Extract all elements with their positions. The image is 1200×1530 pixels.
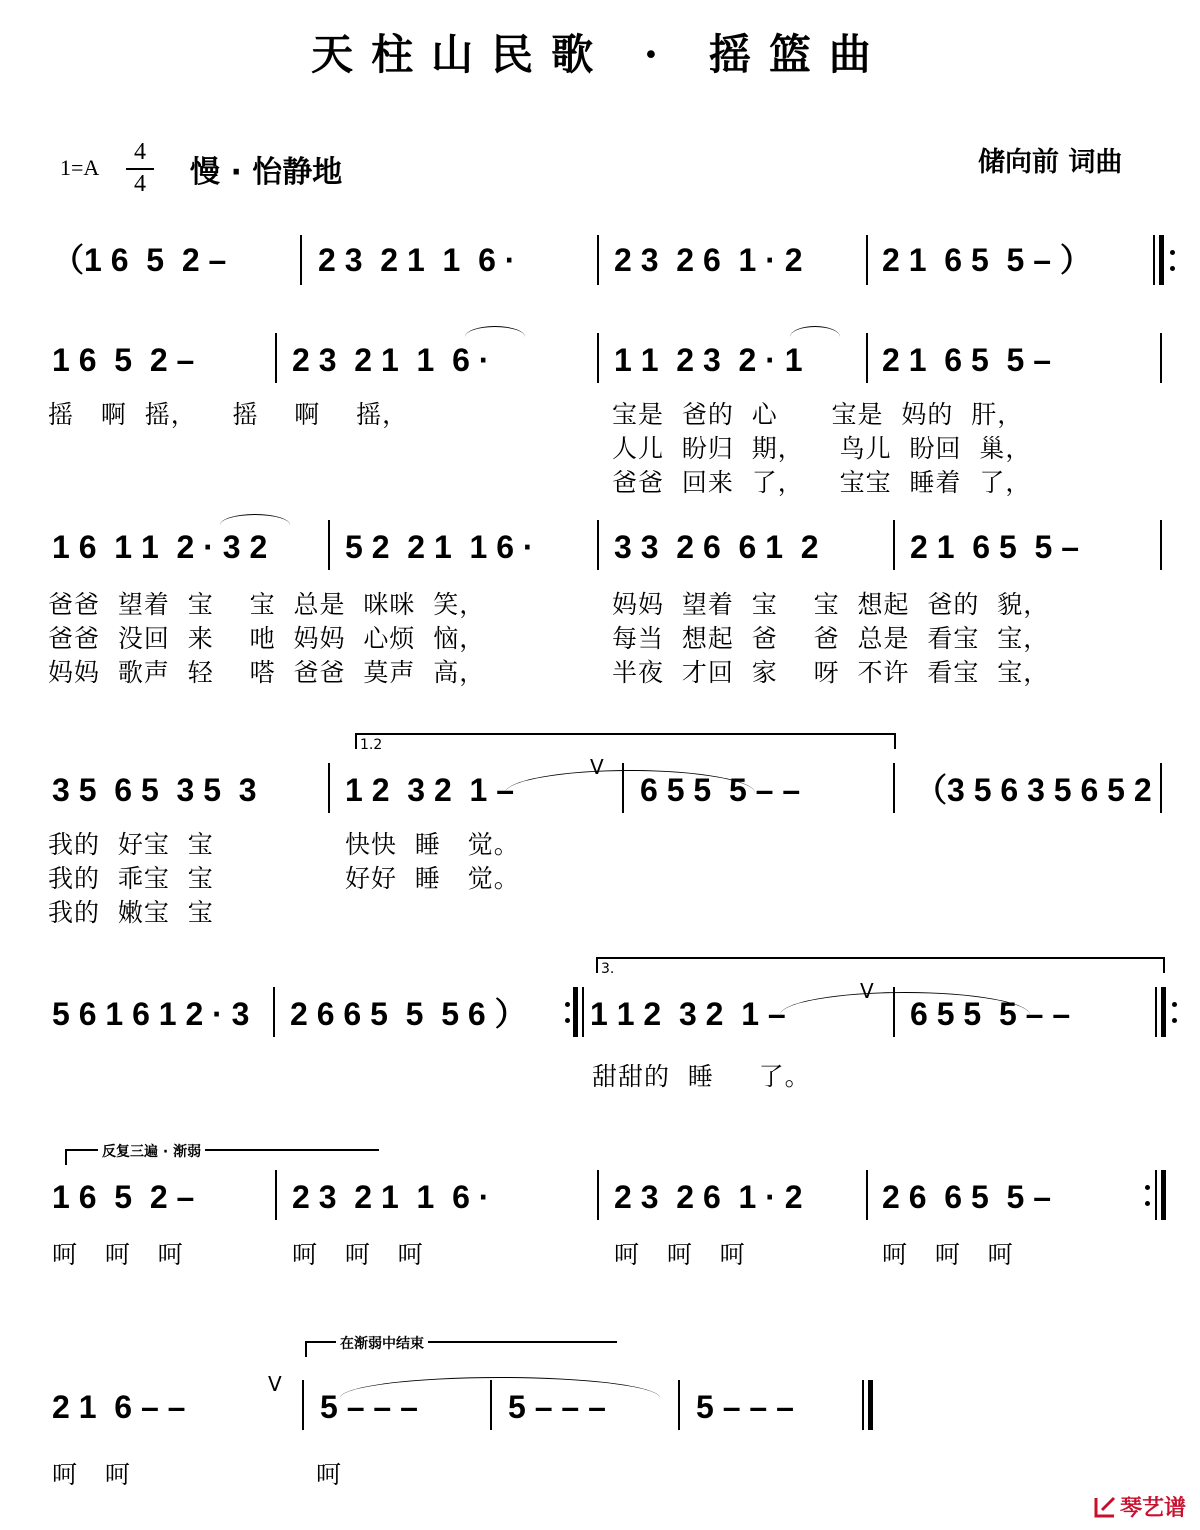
volta-bracket-1-2	[355, 733, 896, 749]
row6-lyric-3: 呵 呵 呵	[614, 1240, 746, 1269]
barline	[597, 520, 599, 570]
volta-bracket-3	[596, 957, 1165, 973]
row3-measure4: 2 1 6 5 5 –	[910, 529, 1080, 565]
repeat-barline-thick	[1159, 235, 1164, 285]
slur	[220, 514, 290, 525]
row7-lyric-2: 呵	[316, 1460, 343, 1489]
barline	[893, 763, 895, 813]
composer-credit: 储向前 词曲	[978, 147, 1123, 178]
barline	[597, 235, 599, 285]
row7-measure1: 2 1 6 – –	[52, 1389, 186, 1425]
row2-measure2: 2 3 2 1 1 6 ·	[292, 342, 490, 378]
row3-measure1: 1 6 1 1 2 · 3 2	[52, 529, 268, 565]
row1-measure4: 2 1 6 5 5 – ）	[882, 242, 1092, 278]
row2-measure4: 2 1 6 5 5 –	[882, 342, 1052, 378]
row3-lyric-verse3b: 半夜 才回 家 呀 不许 看宝 宝，	[612, 658, 1050, 687]
barline	[273, 987, 275, 1037]
row6-lyric-4: 呵 呵 呵	[882, 1240, 1014, 1269]
row2-measure1: 1 6 5 2 –	[52, 342, 195, 378]
barline	[893, 520, 895, 570]
repeat-dot	[565, 1018, 570, 1023]
row7-measure2: 5 – – –	[320, 1389, 418, 1425]
barline	[328, 520, 330, 570]
row3-lyric-verse2b: 每当 想起 爸 爸 总是 看宝 宝，	[612, 624, 1050, 653]
row4-measure3: 6 5 5 5 – –	[640, 772, 801, 808]
watermark-logo	[1094, 1491, 1186, 1522]
barline	[300, 235, 302, 285]
repeat-end-barline-thin	[582, 987, 584, 1037]
row3-lyric-verse1a: 爸爸 望着 宝 宝 总是 咪咪 笑，	[48, 590, 486, 619]
slur	[790, 326, 840, 337]
repeat-dot	[565, 1002, 570, 1007]
row4-lyric-verse1a: 我的 好宝 宝	[48, 830, 214, 859]
slur	[340, 1377, 660, 1398]
row5-measure4: 6 5 5 5 – –	[910, 996, 1071, 1032]
row3-lyric-verse1b: 妈妈 望着 宝 宝 想起 爸的 貌，	[612, 590, 1050, 619]
barline	[866, 235, 868, 285]
row4-lyric-verse2a: 我的 乖宝 宝	[48, 864, 214, 893]
barline	[302, 1380, 304, 1430]
repeat-barline-thick	[1161, 987, 1166, 1037]
row5-measure3: 1 1 2 3 2 1 –	[590, 996, 786, 1032]
row1-measure1: （1 6 5 2 –	[52, 242, 227, 278]
repeat-dot	[1172, 1002, 1177, 1007]
row6-lyric-2: 呵 呵 呵	[292, 1240, 424, 1269]
ending-direction: 在渐弱中结束	[336, 1333, 428, 1353]
row6-lyric-1: 呵 呵 呵	[52, 1240, 184, 1269]
repeat-dot	[1170, 266, 1175, 271]
repeat-end-barline-thin	[1155, 1170, 1157, 1220]
row4-measure1: 3 5 6 5 3 5 3	[52, 772, 257, 808]
row3-measure2: 5 2 2 1 1 6 ·	[345, 529, 534, 565]
time-signature-top: 4	[134, 139, 146, 165]
row6-measure2: 2 3 2 1 1 6 ·	[292, 1179, 490, 1215]
barline	[1160, 763, 1162, 813]
row2-lyric-verse1b: 宝是 爸的 心 宝是 妈的 肝，	[612, 400, 1024, 429]
row1-measure2: 2 3 2 1 1 6 ·	[318, 242, 516, 278]
logo-icon	[1094, 1496, 1116, 1518]
row4-measure2: 1 2 3 2 1 –	[345, 772, 515, 808]
row4-lyric-verse1b: 快快 睡 觉。	[345, 830, 520, 859]
row5-measure1: 5 6 1 6 1 2 · 3	[52, 996, 250, 1032]
repeat-end-barline-thick	[573, 987, 578, 1037]
row4-lyric-verse2b: 好好 睡 觉。	[345, 864, 520, 893]
row3-measure3: 3 3 2 6 6 1 2	[614, 529, 819, 565]
watermark-text: 琴艺谱	[1119, 1496, 1186, 1521]
row2-measure3: 1 1 2 3 2 · 1	[614, 342, 803, 378]
row3-lyric-verse2a: 爸爸 没回 来 吔 妈妈 心烦 恼，	[48, 624, 486, 653]
row4-measure4: （3 5 6 3 5 6 5 2	[915, 772, 1152, 808]
row6-measure3: 2 3 2 6 1 · 2	[614, 1179, 803, 1215]
slur	[465, 326, 525, 337]
breath-mark: V	[590, 755, 604, 779]
row2-lyric-verse3: 爸爸 回来 了， 宝宝 睡着 了，	[612, 468, 1032, 497]
volta-label: 1.2	[360, 737, 383, 753]
row2-lyric-verse2: 人儿 盼归 期， 鸟儿 盼回 巢，	[612, 434, 1032, 463]
repeat-dot	[1170, 250, 1175, 255]
key-signature: 1=A	[60, 155, 100, 180]
row7-measure3: 5 – – –	[508, 1389, 606, 1425]
row1-measure3: 2 3 2 6 1 · 2	[614, 242, 803, 278]
row4-lyric-verse3a: 我的 嫩宝 宝	[48, 898, 214, 927]
row6-measure4: 2 6 6 5 5 –	[882, 1179, 1052, 1215]
repeat-direction: 反复三遍 · 渐弱	[98, 1141, 205, 1161]
row7-measure4: 5 – – –	[696, 1389, 794, 1425]
breath-mark: V	[860, 979, 874, 1003]
repeat-dot	[1145, 1201, 1150, 1206]
row5-lyric: 甜甜的 睡 了。	[592, 1062, 811, 1091]
barline	[328, 763, 330, 813]
final-barline-thin	[862, 1380, 864, 1430]
barline	[1160, 520, 1162, 570]
barline	[597, 333, 599, 383]
barline	[678, 1380, 680, 1430]
final-barline-thick	[868, 1380, 873, 1430]
barline	[275, 1170, 277, 1220]
row2-lyric-verse1a: 摇 啊 摇， 摇 啊 摇，	[48, 400, 409, 429]
repeat-barline-thin	[1153, 235, 1155, 285]
repeat-dot	[1172, 1018, 1177, 1023]
barline	[597, 1170, 599, 1220]
barline	[275, 333, 277, 383]
repeat-end-barline-thick	[1161, 1170, 1166, 1220]
breath-mark: V	[268, 1372, 282, 1396]
tempo-marking: 慢 · 怡静地	[190, 155, 343, 190]
time-signature-bottom: 4	[134, 171, 146, 197]
repeat-barline-thin	[1155, 987, 1157, 1037]
volta-label: 3.	[601, 961, 615, 977]
barline	[1160, 333, 1162, 383]
song-title: 天柱山民歌 · 摇篮曲	[311, 30, 889, 79]
barline	[866, 333, 868, 383]
row6-measure1: 1 6 5 2 –	[52, 1179, 195, 1215]
barline	[866, 1170, 868, 1220]
row5-measure2: 2 6 6 5 5 5 6 ）	[290, 996, 527, 1032]
row7-lyric-1: 呵 呵	[52, 1460, 131, 1489]
repeat-dot	[1145, 1185, 1150, 1190]
row3-lyric-verse3a: 妈妈 歌声 轻 嗒 爸爸 莫声 高，	[48, 658, 486, 687]
